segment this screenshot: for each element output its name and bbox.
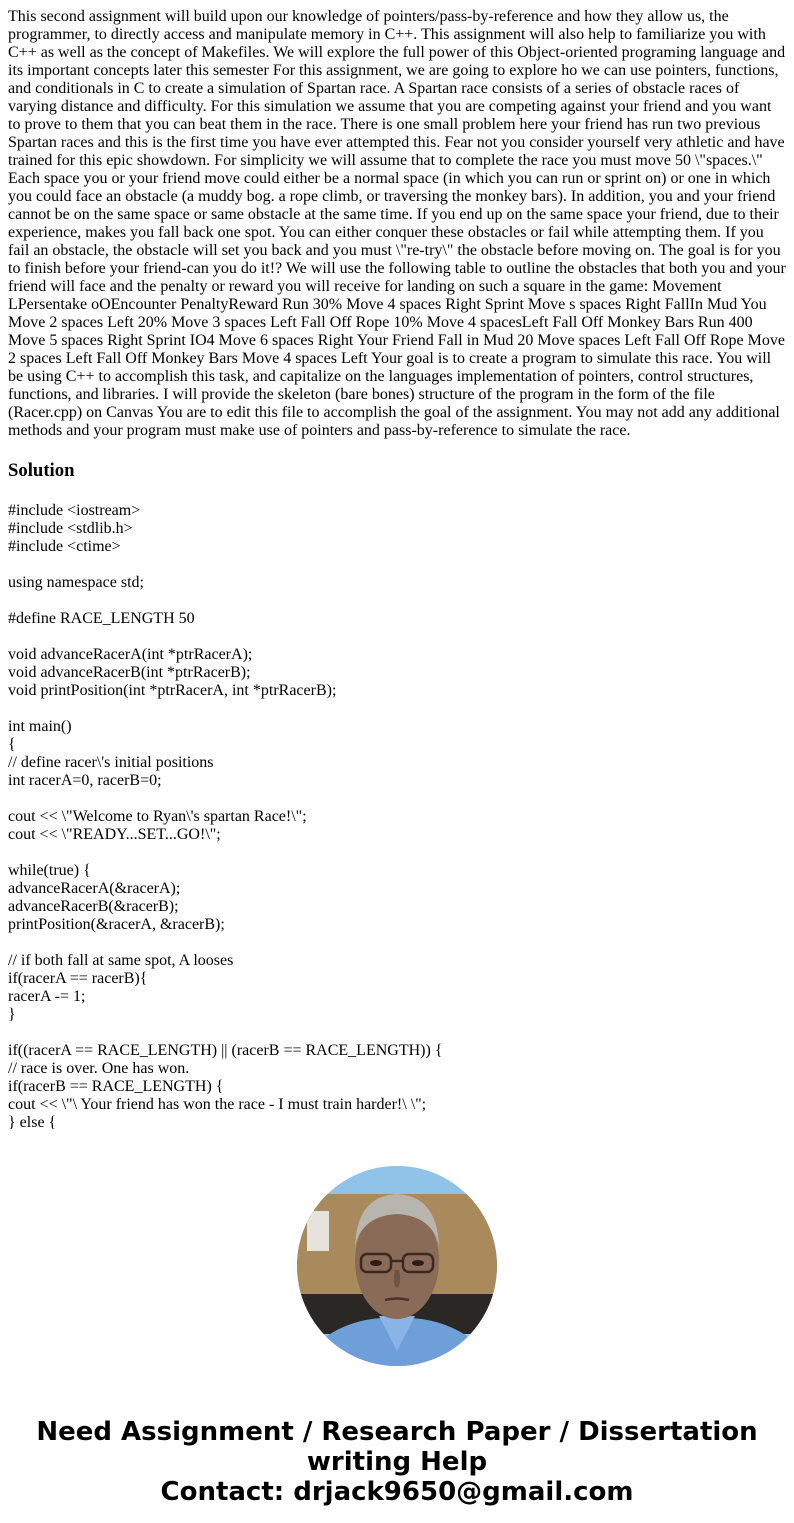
code-line: // race is over. One has won.: [8, 1060, 190, 1077]
code-line: cout << \"READY...SET...GO!\";: [8, 826, 221, 843]
solution-code: [8, 502, 786, 1132]
code-line: }: [8, 1006, 16, 1023]
code-line: // if both fall at same spot, A looses: [8, 952, 234, 969]
code-includes: [8, 502, 786, 556]
code-line: while(true) {: [8, 862, 91, 879]
code-line: advanceRacerA(&racerA);: [8, 880, 181, 897]
avatar: [297, 1166, 497, 1366]
code-line: {: [8, 736, 16, 753]
code-line: using namespace std;: [8, 574, 144, 591]
code-line: // define racer\'s initial positions: [8, 754, 214, 771]
person-portrait-icon: [297, 1166, 497, 1366]
code-line: #include <ctime>: [8, 538, 121, 555]
code-line: int racerA=0, racerB=0;: [8, 772, 162, 789]
code-line: void advanceRacerB(int *ptrRacerB);: [8, 664, 251, 681]
code-line: printPosition(&racerA, &racerB);: [8, 916, 225, 933]
code-line: #include <stdlib.h>: [8, 520, 133, 537]
code-line: cout << \"\ Your friend has won the race - I must train harder!\ \";: [8, 1096, 427, 1113]
question-text: This second assignment will build upon our knowledge of pointers/pass-by-reference and how they allow us, the programmer, to directly access and manipulate memory in C++. This assignment will also help to familiarize you with C++ as well as the concept of Makefiles. We will explore the full power of this Object-oriented programing language and its important concepts later this semester For this assignment, we are going to explore ho we can use pointers, functions, and conditionals in C to create a simulation of Spartan race. A Spartan race consists of a series of obstacle races of varying distance and difficulty. For this simulation we assume that you are competing against your friend and you want to prove to them that you can beat them in the race. There is one small problem here your friend has run two previous Spartan races and this is the first time you have ever attempted this. Fear not you consider yourself very athletic and have trained for this epic showdown. For simplicity we will assume that to complete the race you must move 50 \"spaces.\" Each space you or your friend move could either be a normal space (in which you can run or sprint on) or one in which you could face an obstacle (a muddy bog. a rope climb, or traversing the monkey bars). In addition, you and your friend cannot be on the same space or same obstacle at the same time. If you end up on the same space your friend, due to their experience, makes you fall back one spot. You can either conquer these obstacles or fail while attempting them. If you fail an obstacle, the obstacle will set you back and you must \"re-try\" the obstacle before moving on. The goal is for you to finish before your friend-can you do it!? We will use the following table to outline the obstacles that both you and your friend will face and the penalty or reward you will receive for landing on such a square in the game: Movement LPersentake oOEncounter PenaltyReward Run 30% Move 4 spaces Right Sprint Move s spaces Right FallIn Mud You Move 2 spaces Left 20% Move 3 spaces Left Fall Off Rope 10% Move 4 spacesLeft Fall Off Monkey Bars Run 400 Move 5 spaces Right Sprint IO4 Move 6 spaces Right Your Friend Fall in Mud 20 Move spaces Left Fall Off Rope Move 2 spaces Left Fall Off Monkey Bars Move 4 spaces Left Your goal is to create a program to simulate this race. You will be using C++ to accomplish this task, and capitalize on the languages implementation of pointers, control structures, functions, and libraries. I will provide the skeleton (bare bones) structure of the program in the form of the file (Racer.cpp) on Canvas You are to edit this file to accomplish the goal of the assignment. You may not add any additional methods and your program must make use of pointers and pass-by-reference to simulate the race.: [8, 8, 786, 439]
footer-contact: Contact: drjack9650@gmail.com: [160, 1477, 634, 1507]
code-line: racerA -= 1;: [8, 988, 86, 1005]
contact-footer: [8, 1417, 786, 1507]
footer-line-2: writing Help: [306, 1447, 488, 1477]
code-main-start: [8, 718, 786, 790]
code-collision: [8, 952, 786, 1024]
footer-line-1: Need Assignment / Research Paper / Dissertation: [36, 1417, 758, 1447]
code-line: int main(): [8, 718, 72, 735]
code-line: } else {: [8, 1114, 57, 1131]
code-define: [8, 610, 786, 628]
code-line: cout << \"Welcome to Ryan\'s spartan Race!\";: [8, 808, 307, 825]
code-prototypes: [8, 646, 786, 700]
code-line: if(racerB == RACE_LENGTH) {: [8, 1078, 224, 1095]
code-namespace: [8, 574, 786, 592]
code-line: void advanceRacerA(int *ptrRacerA);: [8, 646, 253, 663]
solution-heading: Solution: [8, 460, 75, 481]
code-line: #define RACE_LENGTH 50: [8, 610, 195, 627]
code-line: advanceRacerB(&racerB);: [8, 898, 179, 915]
code-loop: [8, 862, 786, 934]
code-line: void printPosition(int *ptrRacerA, int *ptrRacerB);: [8, 682, 337, 699]
code-line: #include <iostream>: [8, 502, 141, 519]
code-line: if((racerA == RACE_LENGTH) || (racerB == RACE_LENGTH)) {: [8, 1042, 443, 1059]
code-win-check: [8, 1042, 786, 1132]
code-welcome: [8, 808, 786, 844]
code-line: if(racerA == racerB){: [8, 970, 148, 987]
avatar-container: [8, 1166, 786, 1366]
